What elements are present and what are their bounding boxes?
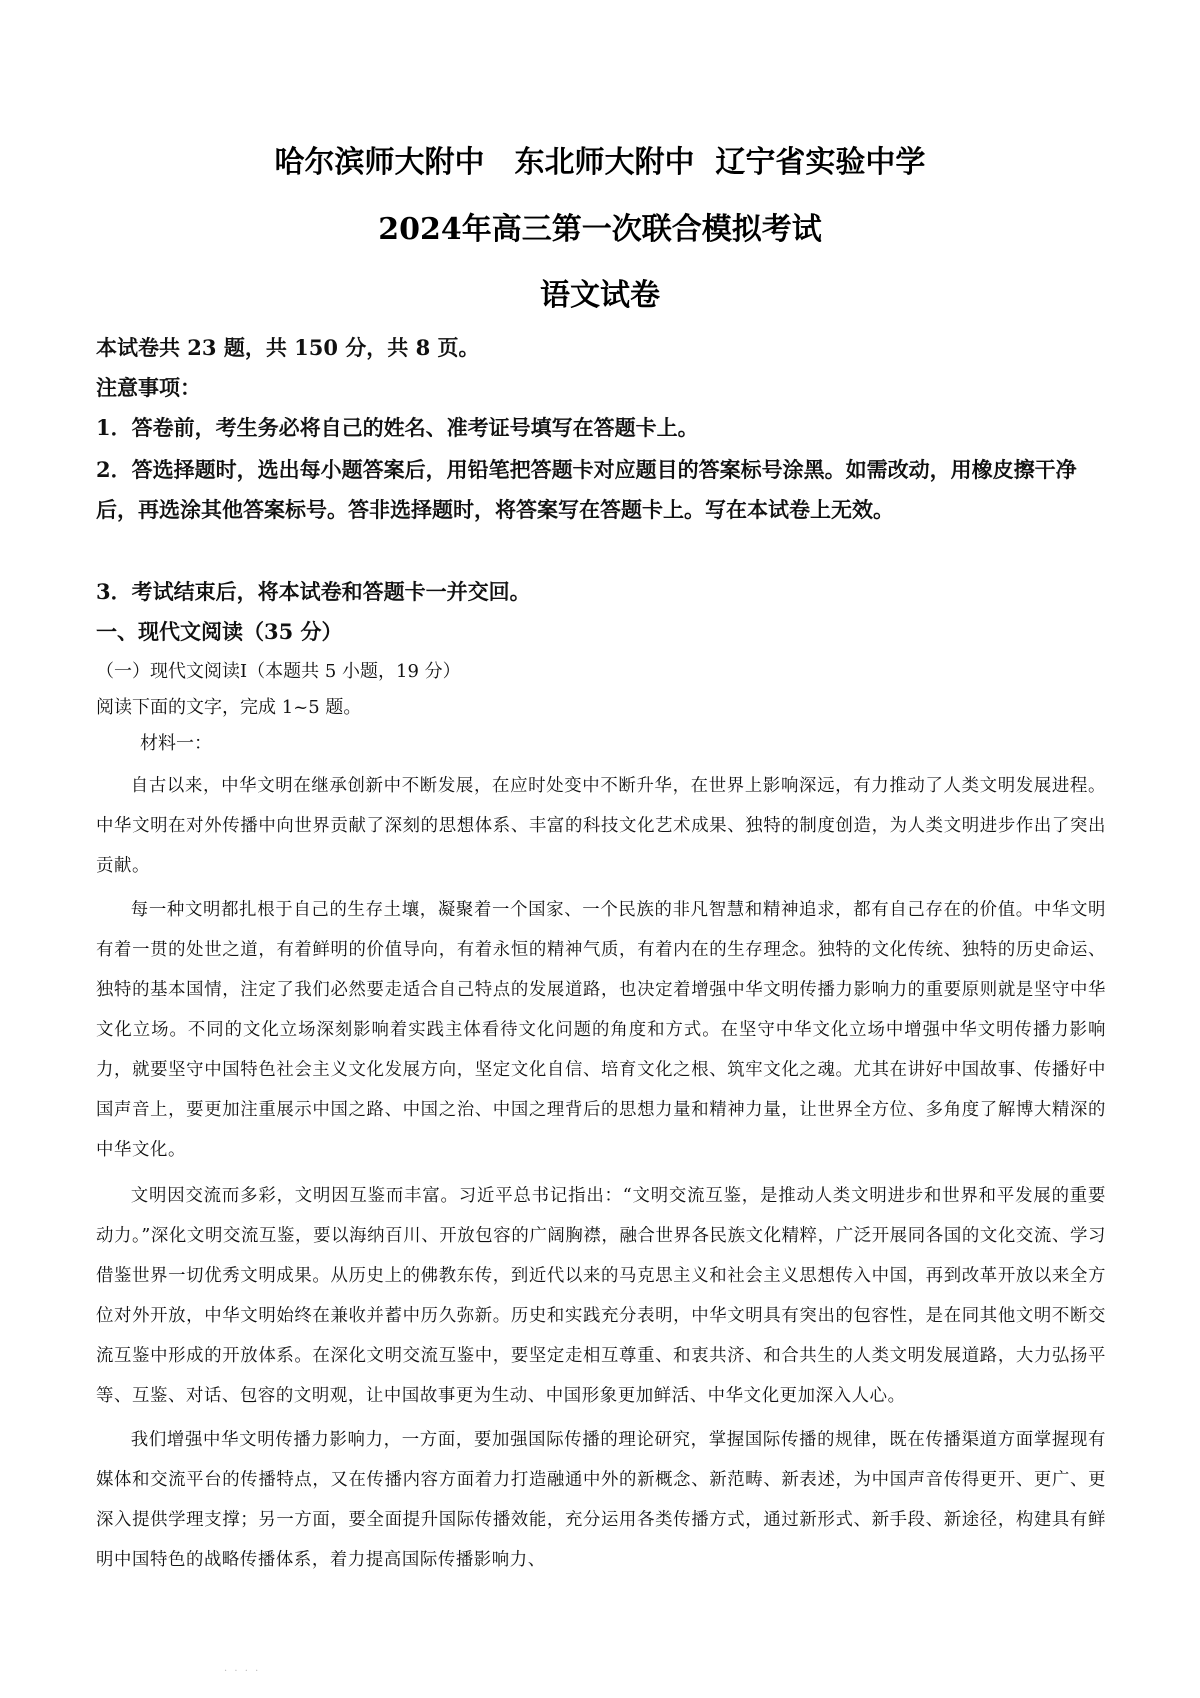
reading-instruction: 阅读下面的文字，完成 1~5 题。 bbox=[96, 697, 362, 718]
material-label: 材料一： bbox=[140, 733, 212, 754]
paper-summary: 本试卷共 23 题，共 150 分，共 8 页。 bbox=[96, 335, 480, 360]
passage-paragraph: 文明因交流而多彩，文明因互鉴而丰富。习近平总书记指出：“文明交流互鉴，是推动人类文明进步和世界和平发展的重要动力。”深化文明交流互鉴，要以海纳百川、开放包容的广阔胸襟，融合世界各民族文化精粹，广泛开展同各国的文化交流、学习借鉴世界一切优秀文明成果。从历史上的佛教东传，到近代以来的马克思主义和社会主义思想传入中国，再到改革开放以来全方位对外开放，中华文明始终在兼收并蓄中历久弥新。历史和实践充分表明，中华文明具有突出的包容性，是在同其他文明不断交流互鉴中形成的开放体系。在深化文明交流互鉴中，要坚定走相互尊重、和衷共济、和合共生的人类文明发展道路，大力弘扬平等、互鉴、对话、包容的文明观，让中国故事更为生动、中国形象更加鲜活、中华文化更加深入人心。 bbox=[96, 1186, 1106, 1406]
notice-heading: 注意事项： bbox=[96, 375, 201, 400]
school-names: 哈尔滨师大附中 东北师大附中 辽宁省实验中学 bbox=[274, 145, 926, 180]
notice-item: 3．考试结束后，将本试卷和答题卡一并交回。 bbox=[96, 579, 531, 604]
section-subheading: （一）现代文阅读Ⅰ（本题共 5 小题，19 分） bbox=[96, 661, 461, 682]
passage-paragraph: 自古以来，中华文明在继承创新中不断发展，在应时处变中不断升华，在世界上影响深远，有力推动了人类文明发展进程。中华文明在对外传播中向世界贡献了深刻的思想体系、丰富的科技文化艺术成果、独特的制度创造，为人类文明进步作出了突出贡献。 bbox=[96, 776, 1106, 876]
passage-paragraph: 我们增强中华文明传播力影响力，一方面，要加强国际传播的理论研究，掌握国际传播的规律，既在传播渠道方面掌握现有媒体和交流平台的传播特点，又在传播内容方面着力打造融通中外的新概念、新范畴、新表述，为中国声音传得更开、更广、更深入提供学理支撑；另一方面，要全面提升国际传播效能，充分运用各类传播方式，通过新形式、新手段、新途径，构建具有鲜明中国特色的战略传播体系，着力提高国际传播影响力、 bbox=[96, 1430, 1106, 1570]
paper-title: 语文试卷 bbox=[540, 278, 660, 313]
notice-item: 1．答卷前，考生务必将自己的姓名、准考证号填写在答题卡上。 bbox=[96, 415, 699, 440]
section-heading: 一、现代文阅读（35 分） bbox=[96, 619, 343, 644]
notice-item: 2．答选择题时，选出每小题答案后，用铅笔把答题卡对应题目的答案标号涂黑。如需改动，用橡皮擦干净后，再选涂其他答案标号。答非选择题时，将答案写在答题卡上。写在本试卷上无效。 bbox=[96, 457, 1077, 522]
exam-title: 2024年高三第一次联合模拟考试 bbox=[378, 212, 822, 247]
scan-mark: · · · · bbox=[224, 1666, 261, 1677]
passage-paragraph: 每一种文明都扎根于自己的生存土壤，凝聚着一个国家、一个民族的非凡智慧和精神追求，都有自己存在的价值。中华文明有着一贯的处世之道，有着鲜明的价值导向，有着永恒的精神气质，有着内在的生存理念。独特的文化传统、独特的历史命运、独特的基本国情，注定了我们必然要走适合自己特点的发展道路，也决定着增强中华文明传播力影响力的重要原则就是坚守中华文化立场。不同的文化立场深刻影响着实践主体看待文化问题的角度和方式。在坚守中华文化立场中增强中华文明传播力影响力，就要坚守中国特色社会主义文化发展方向，坚定文化自信、培育文化之根、筑牢文化之魂。尤其在讲好中国故事、传播好中国声音上，要更加注重展示中国之路、中国之治、中国之理背后的思想力量和精神力量，让世界全方位、多角度了解博大精深的中华文化。 bbox=[96, 900, 1106, 1160]
